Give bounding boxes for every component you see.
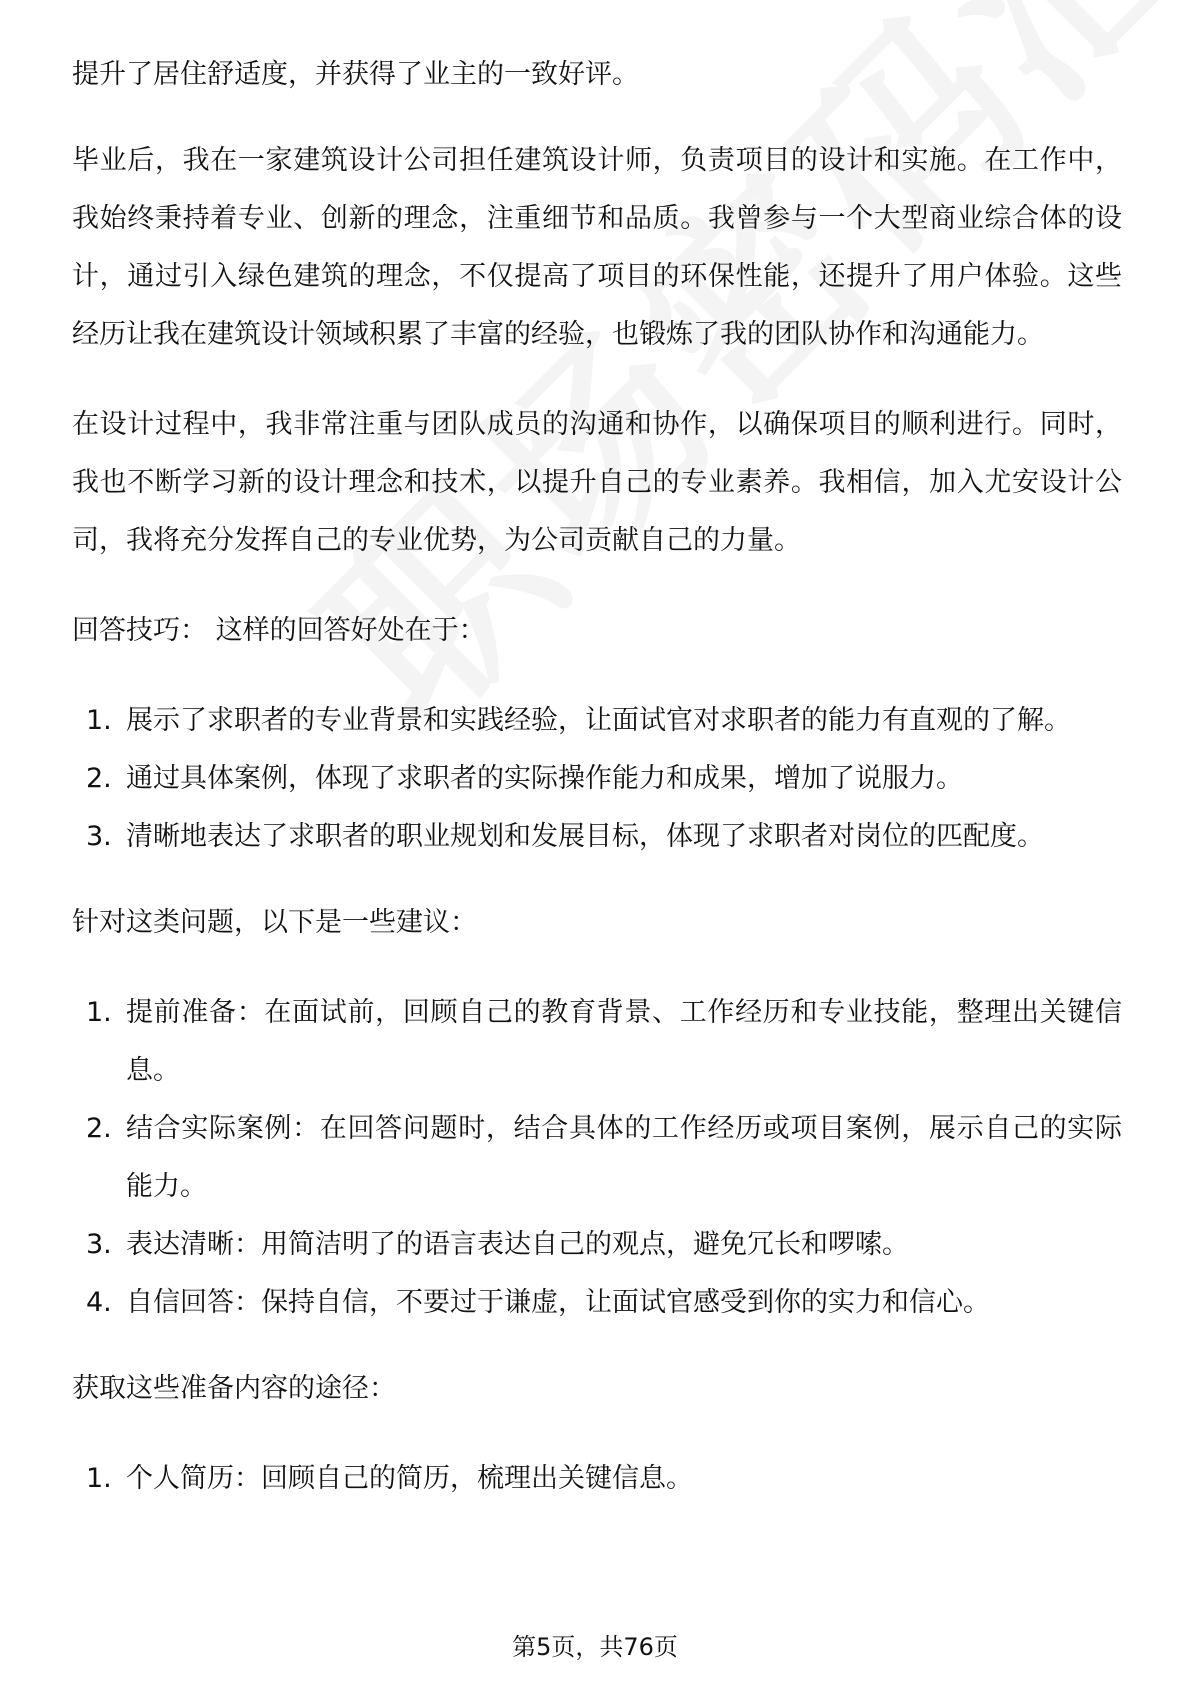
heading-suggestions: 针对这类问题，以下是一些建议： <box>72 907 477 938</box>
list-suggestions <box>72 984 1122 1332</box>
list-item <box>72 984 1122 1100</box>
list-number: 1. <box>86 705 112 736</box>
list-item-text: 结合实际案例：在回答问题时，结合具体的工作经历或项目案例，展示自己的实际能力。 <box>126 1113 1122 1202</box>
list-sources <box>72 1450 1122 1508</box>
paragraph-work-experience: 毕业后，我在一家建筑设计公司担任建筑设计师，负责项目的设计和实施。在工作中，我始终秉持着专业、创新的理念，注重细节和品质。我曾参与一个大型商业综合体的设计，通过引入绿色建筑的理念，不仅提高了项目的环保性能，还提升了用户体验。这些经历让我在建筑设计领域积累了丰富的经验，也锻炼了我的团队协作和沟通能力。 <box>72 145 1122 350</box>
list-item <box>72 750 1122 808</box>
list-number: 2. <box>86 1113 112 1144</box>
page-number-footer: 第5页，共76页 <box>512 1633 678 1661</box>
list-number: 4. <box>86 1287 112 1318</box>
list-number: 2. <box>86 763 112 794</box>
heading-sources: 获取这些准备内容的途径： <box>72 1373 396 1404</box>
paragraph-design-process: 在设计过程中，我非常注重与团队成员的沟通和协作，以确保项目的顺利进行。同时，我也不断学习新的设计理念和技术，以提升自己的专业素养。我相信，加入尤安设计公司，我将充分发挥自己的专业优势，为公司贡献自己的力量。 <box>72 409 1122 556</box>
paragraph-intro-continued: 提升了居住舒适度，并获得了业主的一致好评。 <box>72 59 639 90</box>
list-item <box>72 1216 1122 1274</box>
page-content <box>72 46 1122 1536</box>
list-item-text: 展示了求职者的专业背景和实践经验，让面试官对求职者的能力有直观的了解。 <box>126 705 1071 736</box>
list-number: 3. <box>86 1229 112 1260</box>
list-item <box>72 1100 1122 1216</box>
list-item-text: 表达清晰：用简洁明了的语言表达自己的观点，避免冗长和啰嗦。 <box>126 1229 909 1260</box>
list-benefits <box>72 692 1122 866</box>
list-number: 3. <box>86 821 112 852</box>
list-item-text: 个人简历：回顾自己的简历，梳理出关键信息。 <box>126 1463 693 1494</box>
heading-answer-tips: 回答技巧： 这样的回答好处在于： <box>72 615 486 646</box>
list-item-text: 提前准备：在面试前，回顾自己的教育背景、工作经历和专业技能，整理出关键信息。 <box>126 997 1122 1086</box>
list-item-text: 自信回答：保持自信，不要过于谦虚，让面试官感受到你的实力和信心。 <box>126 1287 990 1318</box>
list-item <box>72 692 1122 750</box>
list-item <box>72 1274 1122 1332</box>
list-item <box>72 808 1122 866</box>
list-item-text: 清晰地表达了求职者的职业规划和发展目标，体现了求职者对岗位的匹配度。 <box>126 821 1044 852</box>
list-number: 1. <box>86 1463 112 1494</box>
list-item-text: 通过具体案例，体现了求职者的实际操作能力和成果，增加了说服力。 <box>126 763 963 794</box>
list-item <box>72 1450 1122 1508</box>
list-number: 1. <box>86 997 112 1028</box>
